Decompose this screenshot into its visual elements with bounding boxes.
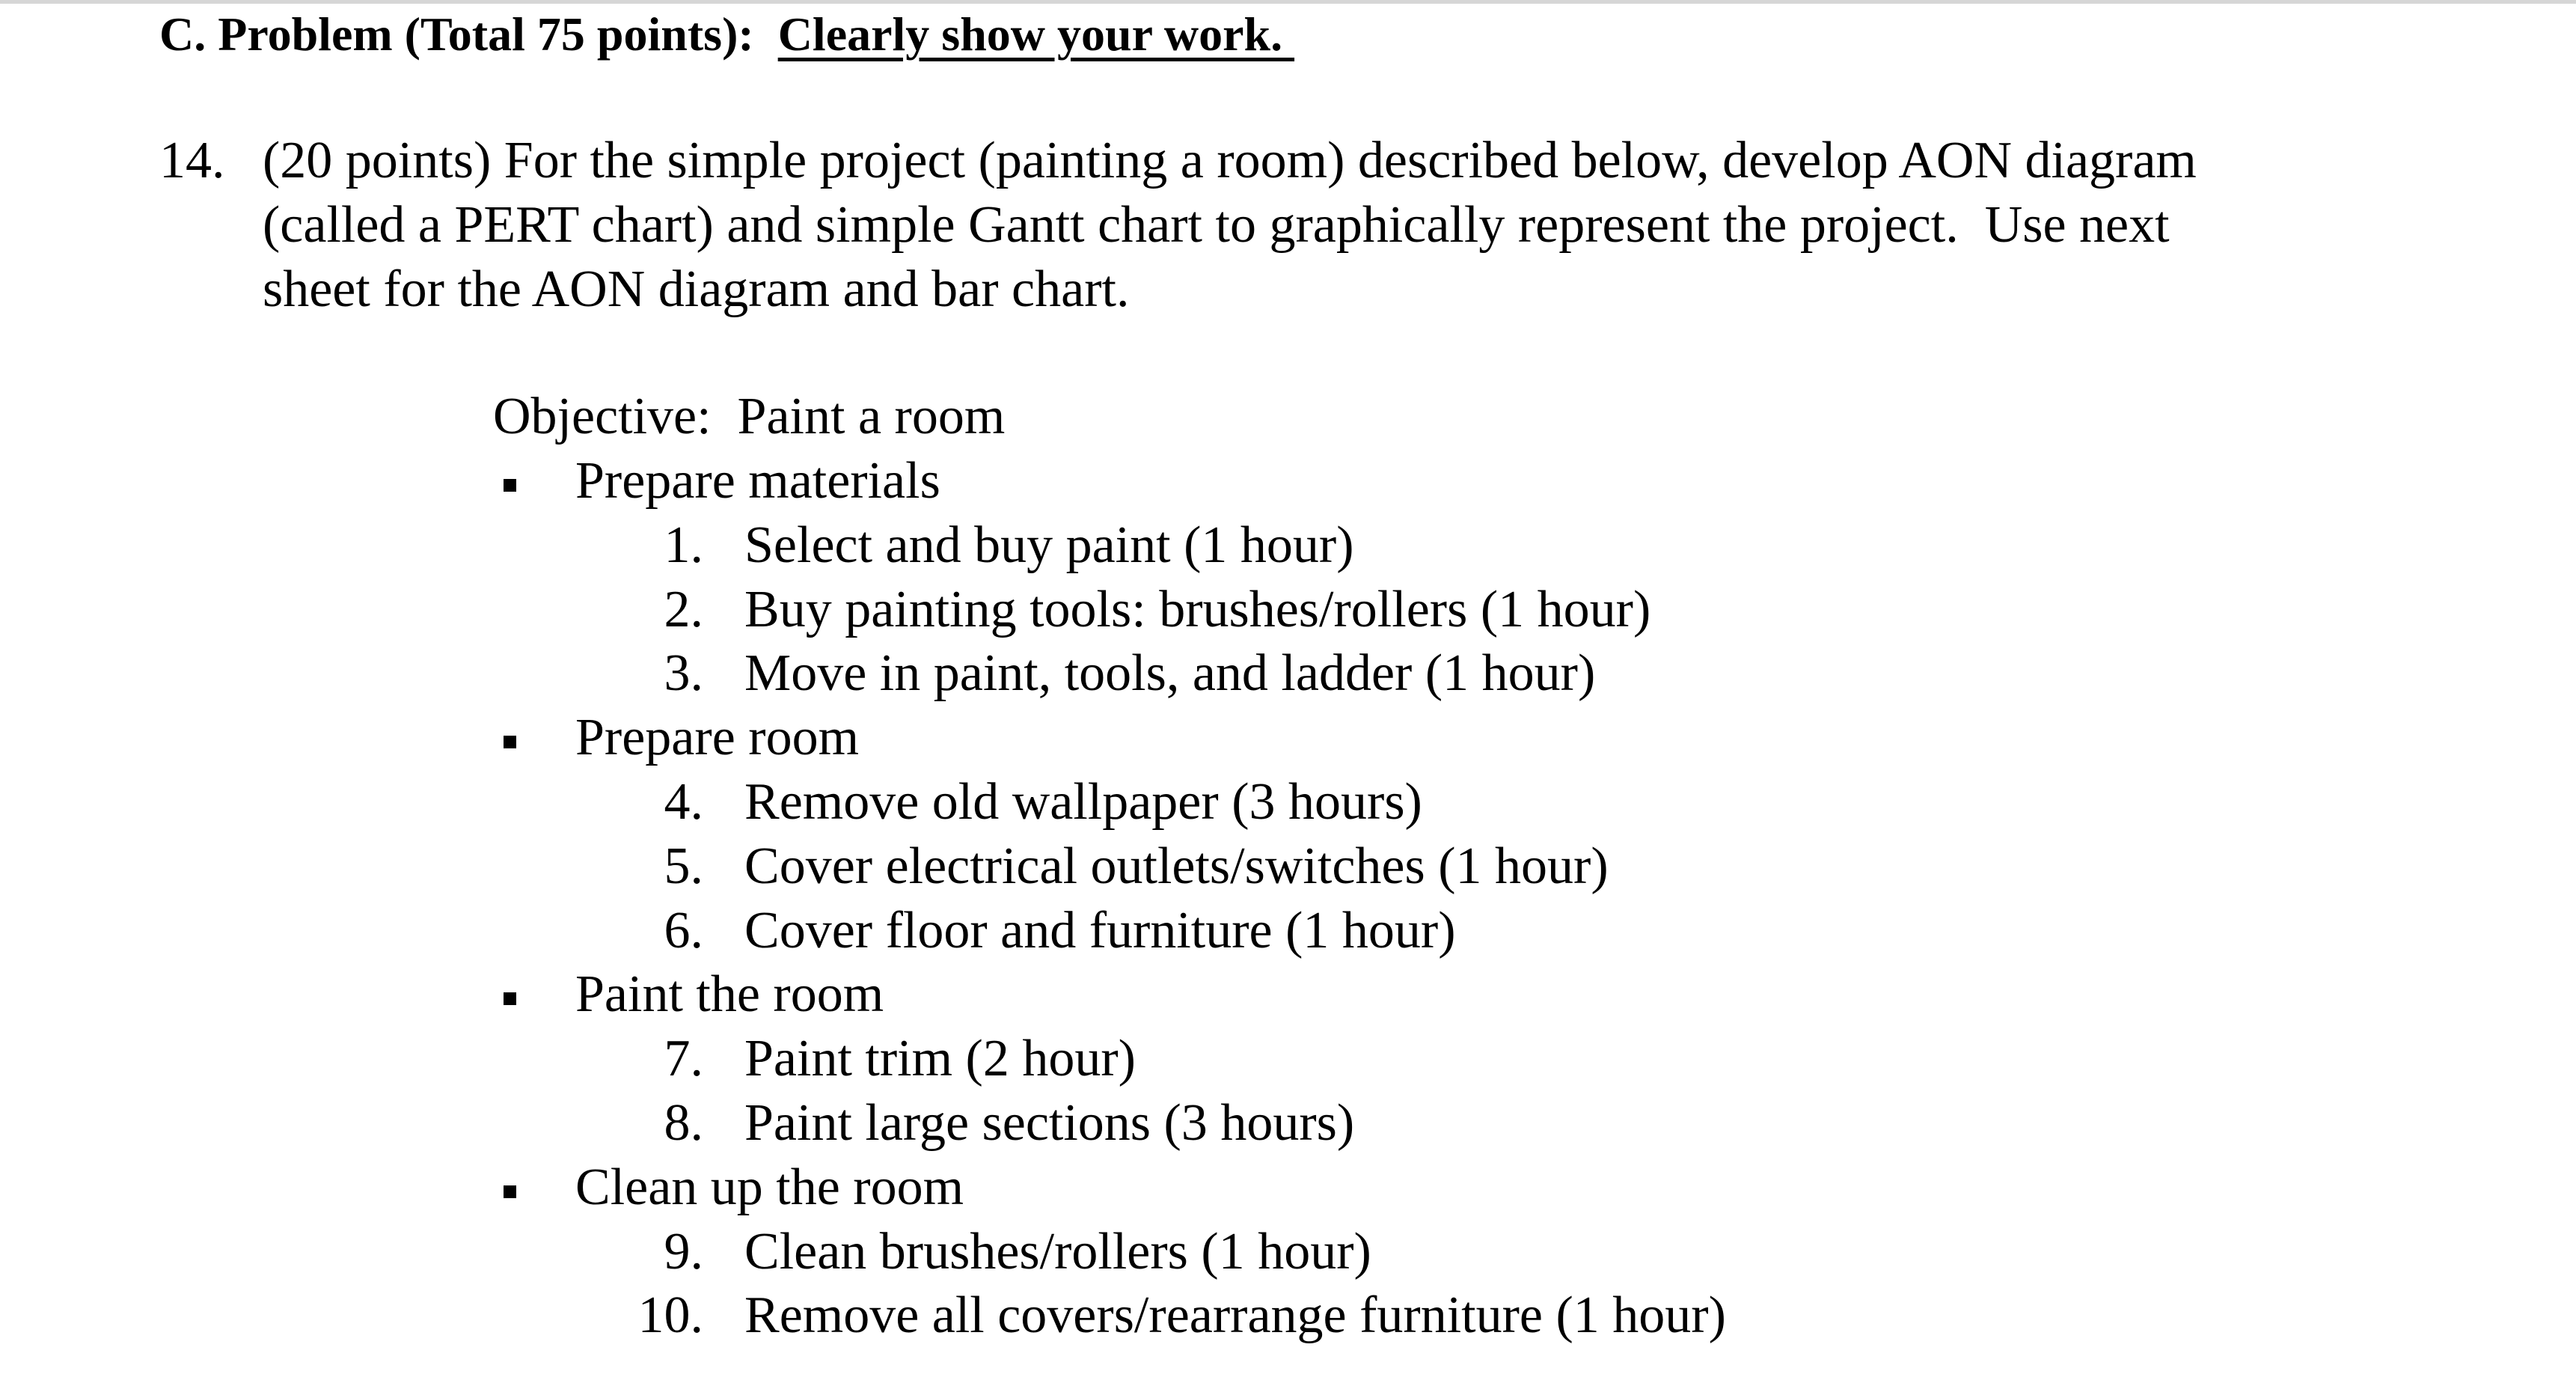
task-number: 2.	[664, 580, 703, 638]
task-item: Remove old wallpaper (3 hours)	[744, 773, 1422, 831]
group-title: Prepare materials	[575, 452, 940, 510]
bullet-icon	[504, 479, 516, 492]
task-item: Move in paint, tools, and ladder (1 hour)	[744, 644, 1596, 703]
task-number: 9.	[664, 1222, 703, 1280]
task-item: Clean brushes/rollers (1 hour)	[744, 1222, 1371, 1280]
bullet-icon	[504, 1185, 516, 1198]
question-line-1: (20 points) For the simple project (painting a room) described below, develop AON diagram	[263, 132, 2197, 189]
top-border	[0, 0, 2576, 4]
task-number: 8.	[664, 1094, 703, 1152]
task-number: 4.	[664, 773, 703, 831]
task-item: Paint large sections (3 hours)	[744, 1094, 1355, 1152]
instruction-text: Clearly show your work.	[777, 7, 1295, 61]
task-number: 6.	[664, 901, 703, 959]
group-title: Clean up the room	[575, 1158, 964, 1216]
task-number: 3.	[664, 644, 703, 703]
question-line-3: sheet for the AON diagram and bar chart.	[263, 260, 1130, 318]
task-item: Cover electrical outlets/switches (1 hour)	[744, 837, 1609, 895]
task-item: Paint trim (2 hour)	[744, 1030, 1136, 1088]
task-item: Cover floor and furniture (1 hour)	[744, 901, 1456, 959]
task-number: 1.	[664, 516, 703, 574]
task-item: Buy painting tools: brushes/rollers (1 hour)	[744, 580, 1651, 638]
task-number: 5.	[664, 837, 703, 895]
task-item: Remove all covers/rearrange furniture (1 hour)	[744, 1286, 1726, 1345]
question-line-2: (called a PERT chart) and simple Gantt chart to graphically represent the project. Use next	[263, 196, 2170, 254]
question-number: 14.	[159, 132, 225, 189]
bullet-icon	[504, 736, 516, 748]
task-number: 10.	[637, 1286, 703, 1345]
section-header	[159, 4, 1294, 64]
task-number: 7.	[664, 1030, 703, 1088]
group-title: Paint the room	[575, 965, 884, 1024]
task-item: Select and buy paint (1 hour)	[744, 516, 1354, 574]
section-title: C. Problem (Total 75 points):	[159, 7, 754, 61]
group-title: Prepare room	[575, 709, 860, 767]
objective: Objective: Paint a room	[493, 388, 1006, 445]
bullet-icon	[504, 992, 516, 1005]
